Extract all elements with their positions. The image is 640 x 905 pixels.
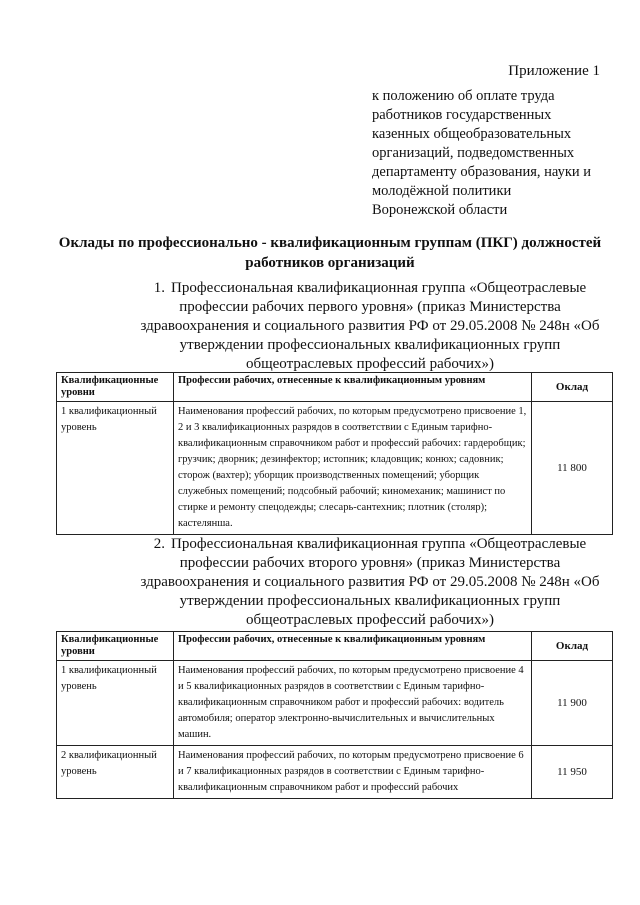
table-header-row bbox=[57, 373, 613, 402]
section-heading-text: Профессиональная квалификационная группа «Общеотраслевые bbox=[171, 536, 587, 552]
appendix-line: Воронежской области bbox=[372, 202, 508, 218]
column-header-level: Квалификационные уровни bbox=[57, 373, 174, 402]
section-heading-line bbox=[120, 279, 620, 298]
level-cell: 2 квалификационный уровень bbox=[57, 746, 174, 799]
page-title bbox=[40, 233, 620, 273]
section-heading-line: профессии рабочих первого уровня» (приказ Министерства bbox=[179, 299, 561, 315]
table-header-row bbox=[57, 632, 613, 661]
professions-cell: Наименования профессий рабочих, по которым предусмотрено присвоение 6 и 7 квалификационных разрядов в соответствии с Единым тарифно-квалификационным справочником работ и профессий рабочих bbox=[174, 746, 532, 799]
section-number: 1. bbox=[153, 280, 166, 296]
column-header-level: Квалификационные уровни bbox=[57, 632, 174, 661]
appendix-line: работников государственных bbox=[372, 107, 552, 123]
level-cell: 1 квалификационный уровень bbox=[57, 402, 174, 535]
section-heading-line: общеотраслевых профессий рабочих») bbox=[245, 612, 495, 628]
column-header-professions: Профессии рабочих, отнесенные к квалификационным уровням bbox=[174, 373, 532, 402]
section-heading-line: профессии рабочих второго уровня» (приказ Министерства bbox=[179, 555, 561, 571]
column-header-salary: Оклад bbox=[532, 373, 613, 402]
salary-cell: 11 950 bbox=[532, 746, 613, 799]
section-heading-line: здравоохранения и социального развития РФ от 29.05.2008 № 248н «Об bbox=[140, 318, 600, 334]
section-heading-line: утверждении профессиональных квалификационных групп bbox=[179, 593, 561, 609]
appendix-line: департаменту образования, науки и bbox=[372, 164, 592, 180]
appendix-subtitle bbox=[372, 87, 622, 220]
page-title-line: работников организаций bbox=[245, 255, 415, 271]
section-heading-1 bbox=[120, 279, 620, 374]
section-heading-text: Профессиональная квалификационная группа «Общеотраслевые bbox=[171, 280, 587, 296]
level-cell: 1 квалификационный уровень bbox=[57, 661, 174, 746]
section-heading-2 bbox=[120, 535, 620, 630]
page-title-line: Оклады по профессионально - квалификационным группам (ПКГ) должностей bbox=[58, 235, 602, 251]
column-header-professions: Профессии рабочих, отнесенные к квалификационным уровням bbox=[174, 632, 532, 661]
section-number: 2. bbox=[153, 536, 166, 552]
column-header-salary: Оклад bbox=[532, 632, 613, 661]
section-heading-line bbox=[120, 535, 620, 554]
appendix-line: молодёжной политики bbox=[372, 183, 512, 199]
salary-table-1 bbox=[56, 372, 613, 535]
section-heading-line: здравоохранения и социального развития РФ от 29.05.2008 № 248н «Об bbox=[140, 574, 600, 590]
appendix-line: к положению об оплате труда bbox=[372, 88, 555, 104]
professions-cell: Наименования профессий рабочих, по которым предусмотрено присвоение 1, 2 и 3 квалификационных разрядов в соответствии с Единым тарифно-квалификационным справочником работ и профессий рабочих: гардеробщик; грузчик; дворник; дезинфектор; истопник; кладовщик; конюх; садовник; сторож (вахтер); уборщик производственных помещений; уборщик служебных помещений; подсобный рабочий; киномеханик; машинист по стирке и ремонту спецодежды; слесарь-сантехник; плотник (столяр); кастелянша. bbox=[174, 402, 532, 535]
salary-cell: 11 800 bbox=[532, 402, 613, 535]
salary-cell: 11 900 bbox=[532, 661, 613, 746]
table-row bbox=[57, 402, 613, 535]
section-heading-line: общеотраслевых профессий рабочих») bbox=[245, 356, 495, 372]
table-row bbox=[57, 661, 613, 746]
appendix-line: казенных общеобразовательных bbox=[372, 126, 572, 142]
professions-cell: Наименования профессий рабочих, по которым предусмотрено присвоение 4 и 5 квалификационных разрядов в соответствии с Единым тарифно-квалификационным справочником работ и профессий рабочих: водитель автомобиля; оператор электронно-вычислительных и вычислительных машин. bbox=[174, 661, 532, 746]
appendix-line: организаций, подведомственных bbox=[372, 145, 575, 161]
table-row bbox=[57, 746, 613, 799]
section-heading-line: утверждении профессиональных квалификационных групп bbox=[179, 337, 561, 353]
appendix-title: Приложение 1 bbox=[508, 63, 600, 79]
salary-table-2 bbox=[56, 631, 613, 799]
